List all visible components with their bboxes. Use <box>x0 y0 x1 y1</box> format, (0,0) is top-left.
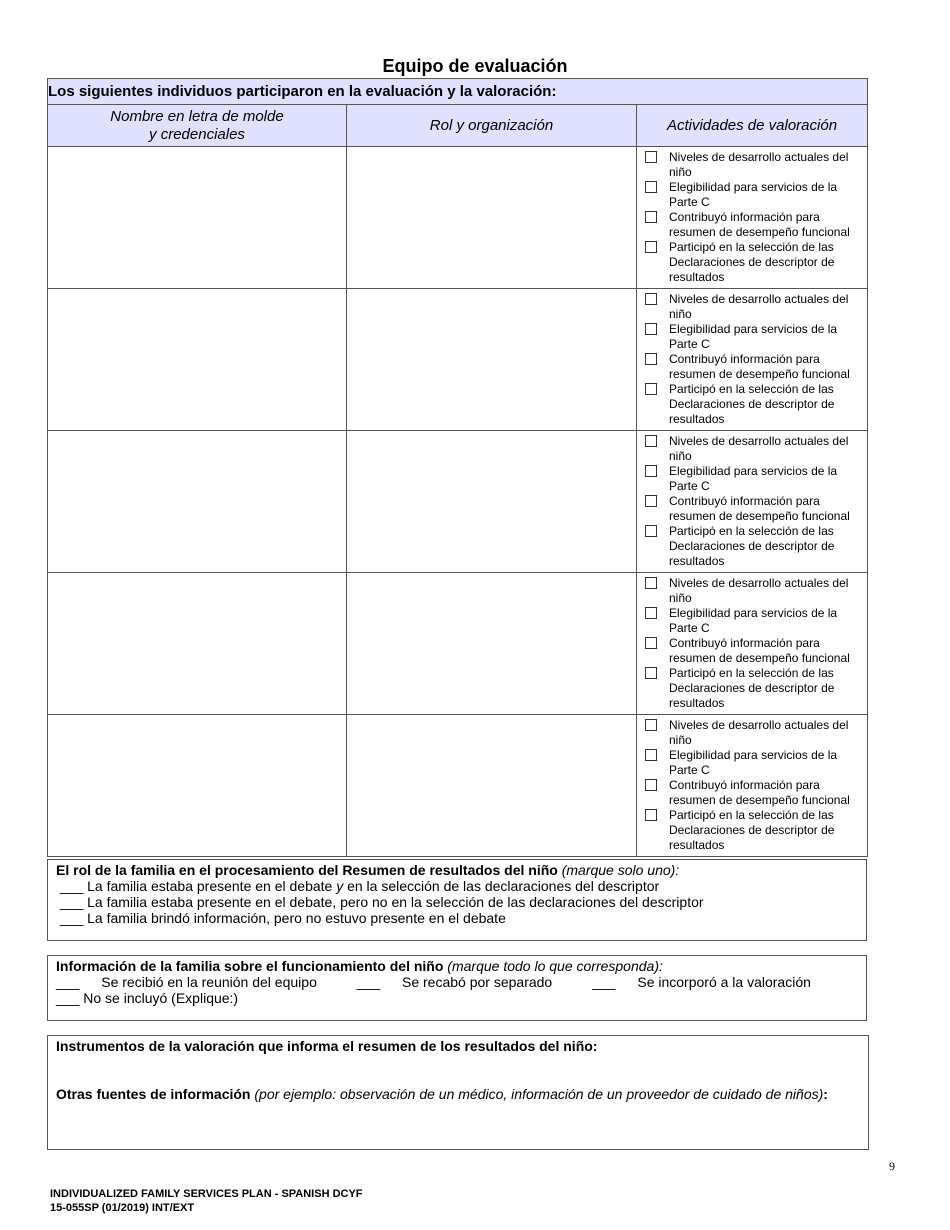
activity-current-levels <box>645 292 867 322</box>
instruments-section <box>47 1035 869 1150</box>
activity-current-levels <box>645 718 867 748</box>
participant-name-cell[interactable] <box>48 147 347 289</box>
activity-label: Contribuyó información para resumen de desempeño funcional <box>669 494 850 523</box>
activity-label: Niveles de desarrollo actuales del niño <box>669 292 849 321</box>
activity-eligibility <box>645 180 867 210</box>
family-info-heading: Información de la familia sobre el funcionamiento del niño (marque todo lo que corresponda): <box>56 958 663 974</box>
checkbox[interactable] <box>645 383 657 395</box>
checkbox[interactable] <box>645 211 657 223</box>
checkbox[interactable] <box>645 495 657 507</box>
participant-role-cell[interactable] <box>347 715 637 857</box>
column-header-role: Rol y organización <box>347 105 637 147</box>
activity-label: Participó en la selección de las Declaraciones de descriptor de resultados <box>669 808 835 852</box>
family-role-section <box>47 859 867 941</box>
participant-role-cell[interactable] <box>347 147 637 289</box>
activities-cell <box>637 289 868 431</box>
participant-role-cell[interactable] <box>347 573 637 715</box>
column-header-activities: Actividades de valoración <box>637 105 868 147</box>
checkbox[interactable] <box>645 719 657 731</box>
checkbox[interactable] <box>645 607 657 619</box>
activity-eligibility <box>645 606 867 636</box>
activity-label: Participó en la selección de las Declaraciones de descriptor de resultados <box>669 666 835 710</box>
family-info-option-1[interactable]: ___ Se recibió en la reunión del equipo <box>56 974 317 990</box>
activity-label: Participó en la selección de las Declaraciones de descriptor de resultados <box>669 240 835 284</box>
activity-label: Elegibilidad para servicios de la Parte C <box>669 606 838 635</box>
table-row <box>48 289 868 431</box>
activity-label: Participó en la selección de las Declaraciones de descriptor de resultados <box>669 524 835 568</box>
participant-name-cell[interactable] <box>48 431 347 573</box>
activity-functional-summary <box>645 636 867 666</box>
participant-name-cell[interactable] <box>48 715 347 857</box>
checkbox[interactable] <box>645 525 657 537</box>
activity-descriptor-selection <box>645 808 867 853</box>
checkbox[interactable] <box>645 577 657 589</box>
checkbox[interactable] <box>645 435 657 447</box>
table-row <box>48 431 868 573</box>
checkbox[interactable] <box>645 779 657 791</box>
evaluation-team-table <box>47 78 868 857</box>
checkbox[interactable] <box>645 151 657 163</box>
participant-name-cell[interactable] <box>48 573 347 715</box>
checkbox[interactable] <box>645 293 657 305</box>
activity-label: Elegibilidad para servicios de la Parte C <box>669 464 838 493</box>
activity-current-levels <box>645 150 867 180</box>
page-title: Equipo de evaluación <box>382 56 568 76</box>
table-row <box>48 147 868 289</box>
activity-label: Elegibilidad para servicios de la Parte C <box>669 180 838 209</box>
family-info-section <box>47 955 867 1021</box>
table-intro: Los siguientes individuos participaron en la evaluación y la valoración: <box>48 79 868 105</box>
activity-label: Niveles de desarrollo actuales del niño <box>669 576 849 605</box>
checkbox[interactable] <box>645 667 657 679</box>
page-number: 9 <box>889 1159 895 1173</box>
checkbox[interactable] <box>645 749 657 761</box>
activity-label: Elegibilidad para servicios de la Parte C <box>669 748 838 777</box>
other-sources-label: Otras fuentes de información (por ejemplo: observación de un médico, información de un proveedor de cuidado de niños): <box>56 1086 828 1102</box>
checkbox[interactable] <box>645 181 657 193</box>
activity-label: Elegibilidad para servicios de la Parte C <box>669 322 838 351</box>
activity-functional-summary <box>645 352 867 382</box>
activity-eligibility <box>645 464 867 494</box>
participant-name-cell[interactable] <box>48 289 347 431</box>
activity-label: Niveles de desarrollo actuales del niño <box>669 718 849 747</box>
column-header-name: Nombre en letra de molde y credenciales <box>48 105 347 147</box>
checkbox[interactable] <box>645 323 657 335</box>
activity-descriptor-selection <box>645 524 867 569</box>
activity-label: Niveles de desarrollo actuales del niño <box>669 150 849 179</box>
activity-descriptor-selection <box>645 240 867 285</box>
table-row <box>48 715 868 857</box>
activity-functional-summary <box>645 494 867 524</box>
activity-label: Contribuyó información para resumen de desempeño funcional <box>669 636 850 665</box>
activity-descriptor-selection <box>645 666 867 711</box>
family-info-option-4[interactable]: ___ No se incluyó (Explique:) <box>56 990 239 1006</box>
family-role-option-2[interactable]: ___ La familia estaba presente en el debate, pero no en la selección de las declaraciones del descriptor <box>59 894 704 910</box>
participant-role-cell[interactable] <box>347 289 637 431</box>
activities-cell <box>637 573 868 715</box>
instruments-heading: Instrumentos de la valoración que informa el resumen de los resultados del niño: <box>56 1038 598 1054</box>
activities-cell <box>637 147 868 289</box>
family-role-heading: El rol de la familia en el procesamiento del Resumen de resultados del niño (marque solo uno): <box>56 862 680 878</box>
participant-role-cell[interactable] <box>347 431 637 573</box>
activity-current-levels <box>645 576 867 606</box>
activity-functional-summary <box>645 778 867 808</box>
activity-label: Contribuyó información para resumen de desempeño funcional <box>669 352 850 381</box>
checkbox[interactable] <box>645 241 657 253</box>
checkbox[interactable] <box>645 465 657 477</box>
activity-label: Niveles de desarrollo actuales del niño <box>669 434 849 463</box>
activity-descriptor-selection <box>645 382 867 427</box>
family-info-option-3[interactable]: ___ Se incorporó a la valoración <box>592 974 811 990</box>
form-footer: INDIVIDUALIZED FAMILY SERVICES PLAN - SPANISH DCYF 15-055SP (01/2019) INT/EXT <box>50 1188 363 1214</box>
activity-label: Participó en la selección de las Declaraciones de descriptor de resultados <box>669 382 835 426</box>
family-role-option-1[interactable]: ___ La familia estaba presente en el debate y en la selección de las declaraciones del descriptor <box>59 878 660 894</box>
activities-cell <box>637 715 868 857</box>
activity-eligibility <box>645 748 867 778</box>
family-info-option-2[interactable]: ___ Se recabó por separado <box>356 974 553 990</box>
activity-label: Contribuyó información para resumen de desempeño funcional <box>669 210 850 239</box>
activity-label: Contribuyó información para resumen de desempeño funcional <box>669 778 850 807</box>
checkbox[interactable] <box>645 637 657 649</box>
checkbox[interactable] <box>645 809 657 821</box>
table-row <box>48 573 868 715</box>
activity-current-levels <box>645 434 867 464</box>
activities-cell <box>637 431 868 573</box>
family-role-option-3[interactable]: ___ La familia brindó información, pero no estuvo presente en el debate <box>59 910 506 926</box>
activity-eligibility <box>645 322 867 352</box>
checkbox[interactable] <box>645 353 657 365</box>
activity-functional-summary <box>645 210 867 240</box>
